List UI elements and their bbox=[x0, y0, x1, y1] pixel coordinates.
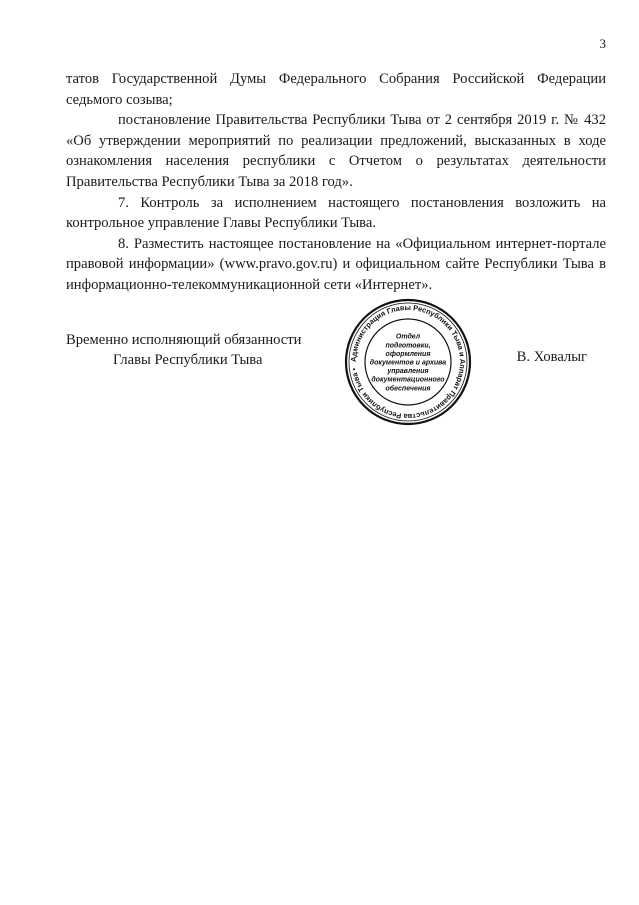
paragraph-resolution-432: постановление Правительства Республики Тыва от 2 сентября 2019 г. № 432 «Об утверждении мероприятий по реализации предложений, высказанных в ходе ознакомления населения республики с Отчетом о результатах деятельности Правительства Республики Тыва за 2018 год». bbox=[66, 112, 606, 190]
stamp-center-line: Отдел bbox=[395, 333, 421, 341]
page-number: 3 bbox=[599, 36, 606, 51]
stamp-center-line: документационного bbox=[371, 376, 445, 384]
stamp-center-text bbox=[370, 333, 447, 393]
stamp-center-line: оформления bbox=[385, 350, 431, 358]
paragraph-item-8: 8. Разместить настоящее постановление на «Официальном интернет-портале правовой информации» (www.pravo.gov.ru) и официальном сайте Республики Тыва в информационно-телекоммуникационной сети «Интернет». bbox=[66, 235, 606, 293]
stamp-center-line: управления bbox=[387, 368, 429, 376]
signatory-title-line1: Временно исполняющий обязанности bbox=[66, 332, 302, 348]
signatory-name: В. Ховалыг bbox=[516, 349, 587, 365]
official-stamp bbox=[343, 297, 473, 427]
stamp-ring-text: Администрация Главы Республики Тыва и Аппарат Правительства Республики Тыва • bbox=[348, 302, 468, 422]
signatory-title-line2: Главы Республики Тыва bbox=[113, 352, 263, 368]
stamp-center-line: документов и архива bbox=[369, 359, 447, 367]
paragraph-continuation: татов Государственной Думы Федерального Собрания Российской Федерации седьмого созыва; bbox=[66, 71, 606, 108]
paragraph-item-7: 7. Контроль за исполнением настоящего постановления возложить на контрольное управление Главы Республики Тыва. bbox=[66, 194, 606, 232]
document-body bbox=[66, 69, 606, 296]
signatory-title bbox=[66, 330, 301, 370]
stamp-center-line: подготовки, bbox=[385, 342, 431, 350]
stamp-center-line: обеспечения bbox=[385, 385, 431, 393]
